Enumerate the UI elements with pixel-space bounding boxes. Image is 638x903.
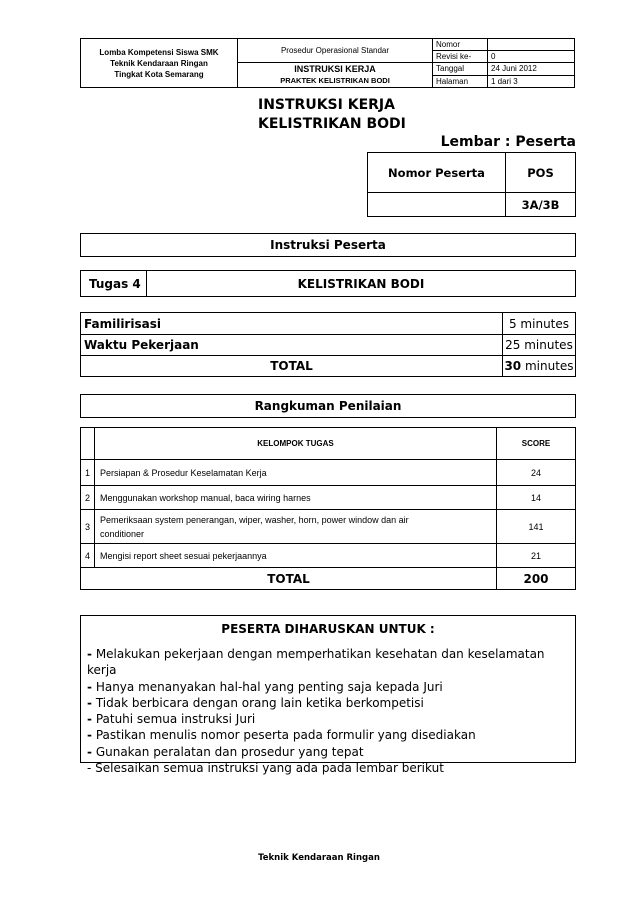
list-item: - Gunakan peralatan dan prosedur yang tepat bbox=[87, 744, 364, 759]
time-total-value bbox=[503, 356, 576, 377]
meta-label-nomor: Nomor bbox=[433, 39, 488, 51]
table-row bbox=[81, 460, 576, 486]
row-task: Menggunakan workshop manual, baca wiring harnes bbox=[95, 486, 497, 510]
table-row bbox=[81, 486, 576, 510]
row-score: 141 bbox=[497, 510, 576, 544]
row-number: 4 bbox=[81, 544, 95, 568]
score-table bbox=[80, 427, 576, 590]
meta-value-halaman: 1 dari 3 bbox=[488, 75, 575, 88]
row-task: Mengisi report sheet sesuai pekerjaannya bbox=[95, 544, 497, 568]
organization-block bbox=[81, 39, 238, 88]
table-row bbox=[81, 544, 576, 568]
row-number: 3 bbox=[81, 510, 95, 544]
title-line2: KELISTRIKAN BODI bbox=[258, 116, 406, 132]
page-footer: Teknik Kendaraan Ringan bbox=[258, 853, 380, 863]
score-total-value: 200 bbox=[497, 568, 576, 590]
org-line2: Teknik Kendaraan Ringan bbox=[110, 58, 208, 68]
doc-title-block bbox=[238, 63, 433, 88]
meta-value-nomor bbox=[488, 39, 575, 51]
participant-box bbox=[367, 152, 576, 217]
participant-number-field[interactable] bbox=[368, 193, 506, 217]
title-line1: INSTRUKSI KERJA bbox=[258, 97, 395, 113]
row-task-line2: conditioner bbox=[100, 528, 145, 539]
meta-label-halaman: Halaman bbox=[433, 75, 488, 88]
list-item: - Pastikan menulis nomor peserta pada formulir yang disediakan bbox=[87, 728, 476, 743]
task-name: KELISTRIKAN BODI bbox=[297, 276, 425, 291]
time-total-number: 30 bbox=[504, 359, 522, 373]
requirements-list bbox=[81, 646, 575, 776]
score-header: SCORE bbox=[497, 428, 576, 460]
row-task bbox=[95, 510, 497, 544]
requirements-box bbox=[80, 615, 576, 776]
list-item: - Tidak berbicara dengan orang lain ketika berkompetisi bbox=[87, 695, 424, 710]
time-total-label: TOTAL bbox=[81, 356, 503, 377]
row-score: 14 bbox=[497, 486, 576, 510]
requirements-heading: PESERTA DIHARUSKAN UNTUK : bbox=[221, 622, 435, 636]
task-label: Tugas 4 bbox=[81, 271, 147, 296]
pos-value: 3A/3B bbox=[506, 193, 576, 217]
meta-label-revisi: Revisi ke- bbox=[433, 51, 488, 63]
row-number: 2 bbox=[81, 486, 95, 510]
meta-value-tanggal: 24 Juni 2012 bbox=[488, 63, 575, 76]
participant-number-label: Nomor Peserta bbox=[368, 153, 506, 193]
page-title bbox=[258, 96, 406, 134]
familiarization-label: Familirisasi bbox=[81, 313, 503, 335]
row-score: 24 bbox=[497, 460, 576, 486]
org-line1: Lomba Kompetensi Siswa SMK bbox=[99, 47, 219, 57]
work-time-value: 25 minutes bbox=[503, 335, 576, 356]
list-item: - Selesaikan semua instruksi yang ada pada lembar berikut bbox=[87, 761, 444, 776]
score-total-label: TOTAL bbox=[81, 568, 497, 590]
task-row bbox=[80, 270, 576, 297]
list-item: - Melakukan pekerjaan dengan memperhatikan kesehatan dan keselamatan kerja bbox=[87, 647, 545, 678]
pos-label: POS bbox=[506, 153, 576, 193]
meta-value-revisi: 0 bbox=[488, 51, 575, 63]
sheet-label: Lembar : Peserta bbox=[440, 134, 576, 150]
row-task: Persiapan & Prosedur Keselamatan Kerja bbox=[95, 460, 497, 486]
row-task-line1: Pemeriksaan system penerangan, wiper, washer, horn, power window dan air bbox=[100, 514, 409, 525]
score-header-no bbox=[81, 428, 95, 460]
header-doc-subtitle: PRAKTEK KELISTRIKAN BODI bbox=[280, 76, 390, 85]
familiarization-value: 5 minutes bbox=[503, 313, 576, 335]
list-item: - Hanya menanyakan hal-hal yang penting saja kepada Juri bbox=[87, 679, 443, 694]
time-table bbox=[80, 312, 576, 377]
row-score: 21 bbox=[497, 544, 576, 568]
work-time-label: Waktu Pekerjaan bbox=[81, 335, 503, 356]
time-total-unit: minutes bbox=[521, 359, 574, 373]
group-header: KELOMPOK TUGAS bbox=[95, 428, 497, 460]
instructions-banner: Instruksi Peserta bbox=[80, 233, 576, 257]
table-row bbox=[81, 510, 576, 544]
summary-banner: Rangkuman Penilaian bbox=[80, 394, 576, 418]
sop-label: Prosedur Operasional Standar bbox=[238, 39, 433, 63]
meta-label-tanggal: Tanggal bbox=[433, 63, 488, 76]
org-line3: Tingkat Kota Semarang bbox=[114, 69, 204, 79]
document-header bbox=[80, 38, 575, 88]
list-item: - Patuhi semua instruksi Juri bbox=[87, 712, 256, 727]
header-doc-title: INSTRUKSI KERJA bbox=[294, 64, 376, 74]
row-number: 1 bbox=[81, 460, 95, 486]
